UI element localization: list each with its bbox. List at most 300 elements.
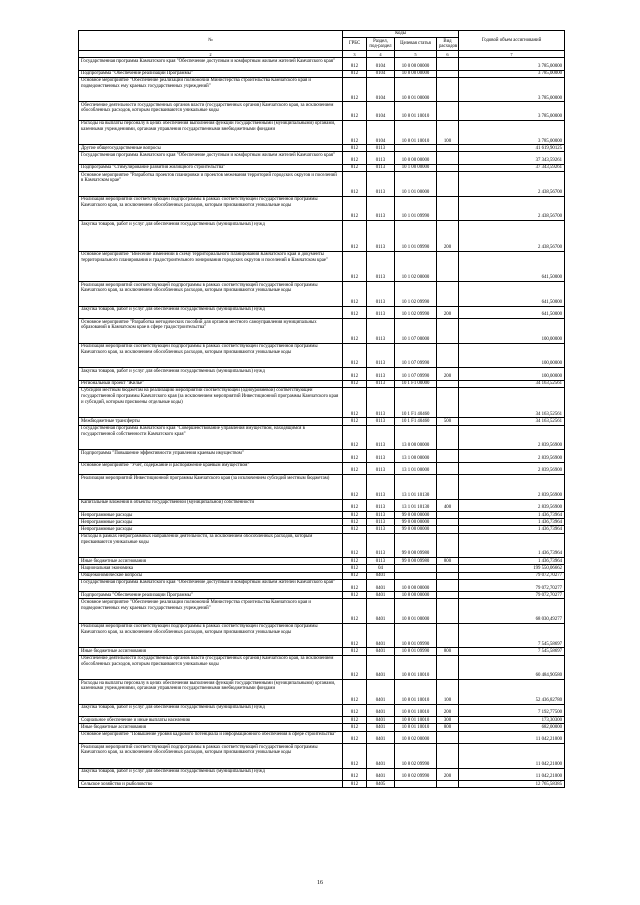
table-row: [79, 282, 565, 307]
row-name: Государственная программа Камчатского края "Совершенствование управления имуществом, находящимся в государственной собственности Камчатского края": [79, 425, 343, 450]
row-grbs: 812: [343, 717, 367, 724]
row-amount: 682,00000: [459, 724, 565, 731]
row-expense-type: [437, 145, 459, 152]
row-expense-type: [437, 164, 459, 171]
row-expense-type: [437, 425, 459, 450]
table-row: [79, 343, 565, 368]
row-razdel: 0113: [367, 221, 395, 252]
row-amount: 2 438,56700: [459, 196, 565, 221]
row-grbs: 812: [343, 164, 367, 171]
table-row: [79, 462, 565, 475]
row-name: Обеспечение деятельности государственных органов власти (государственных органов) Камчатского края, за исключением обособленных расходов, которым присваиваются уникальные коды: [79, 102, 343, 121]
row-expense-type: [437, 70, 459, 77]
row-grbs: 812: [343, 282, 367, 307]
row-amount: 100,00000: [459, 368, 565, 381]
row-target-article: 10 8 00 00000: [395, 70, 437, 77]
table-row: [79, 526, 565, 533]
row-name: Основное мероприятие "Разработка проектов планировки и проектов межевания территорий городских округов и поселений в Камчатском крае": [79, 172, 343, 197]
row-razdel: 0401: [367, 768, 395, 781]
row-name: Реализация мероприятий соответствующей подпрограммы в рамках соответствующей государственной программы Камчатского края, за исключением обособленных расходов, которым присваиваются уникальные коды: [79, 744, 343, 769]
table-row: [79, 319, 565, 344]
row-razdel: 0113: [367, 196, 395, 221]
row-expense-type: [437, 781, 459, 788]
row-expense-type: [437, 387, 459, 418]
row-amount: 2 438,56700: [459, 172, 565, 197]
row-name: Непрограммные расходы: [79, 512, 343, 519]
row-grbs: 812: [343, 724, 367, 731]
row-razdel: 0401: [367, 623, 395, 648]
row-amount: 100,00000: [459, 319, 565, 344]
row-target-article: 99 0 00 00000: [395, 512, 437, 519]
row-name: Иные бюджетные ассигнования: [79, 558, 343, 565]
row-grbs: 812: [343, 533, 367, 558]
row-amount: 34 163,52561: [459, 387, 565, 418]
row-grbs: 812: [343, 519, 367, 526]
row-amount: 1 436,73964: [459, 526, 565, 533]
row-razdel: 0113: [367, 526, 395, 533]
row-amount: 7 545,58697: [459, 623, 565, 648]
row-target-article: 10 1 00 00000: [395, 164, 437, 171]
row-expense-type: 800: [437, 724, 459, 731]
row-name: Закупка товаров, работ и услуг для обеспечения государственных (муниципальных) нужд: [79, 368, 343, 381]
row-grbs: 812: [343, 475, 367, 500]
row-grbs: 812: [343, 368, 367, 381]
table-row: [79, 572, 565, 579]
row-amount: 79 072,70277: [459, 572, 565, 579]
header-csr: Целевая статья: [395, 38, 437, 51]
row-target-article: 10 8 01 00000: [395, 599, 437, 624]
table-row: [79, 418, 565, 425]
row-name: Закупка товаров, работ и услуг для обеспечения государственных (муниципальных) нужд: [79, 704, 343, 717]
table-row: [79, 655, 565, 680]
row-grbs: 812: [343, 306, 367, 319]
row-grbs: 812: [343, 196, 367, 221]
table-row: [79, 579, 565, 592]
row-expense-type: 300: [437, 717, 459, 724]
row-amount: 100,00000: [459, 343, 565, 368]
row-razdel: 0104: [367, 77, 395, 102]
row-expense-type: [437, 343, 459, 368]
row-grbs: 812: [343, 120, 367, 145]
row-razdel: 0104: [367, 70, 395, 77]
row-amount: 3 785,00000: [459, 120, 565, 145]
row-razdel: 0113: [367, 343, 395, 368]
row-grbs: 812: [343, 558, 367, 565]
header-vr: Вид расходов: [437, 38, 459, 51]
row-grbs: 812: [343, 655, 367, 680]
row-name: Другие общегосударственные вопросы: [79, 145, 343, 152]
row-grbs: 812: [343, 102, 367, 121]
row-razdel: 0113: [367, 368, 395, 381]
row-razdel: 0113: [367, 462, 395, 475]
document-page: [78, 30, 564, 788]
row-target-article: 10 1 07 09990: [395, 343, 437, 368]
row-target-article: 10 1 01 00000: [395, 172, 437, 197]
row-target-article: 10 0 00 00000: [395, 58, 437, 71]
row-expense-type: [437, 475, 459, 500]
table-row: [79, 592, 565, 599]
row-expense-type: [437, 599, 459, 624]
row-razdel: 0104: [367, 102, 395, 121]
row-name: Закупка товаров, работ и услуг для обеспечения государственных (муниципальных) нужд: [79, 306, 343, 319]
row-razdel: 0405: [367, 781, 395, 788]
row-amount: 52 436,82780: [459, 680, 565, 705]
row-razdel: 0113: [367, 387, 395, 418]
row-razdel: 0113: [367, 145, 395, 152]
table-row: [79, 648, 565, 655]
row-amount: 11 042,21000: [459, 768, 565, 781]
row-target-article: 99 0 00 00000: [395, 519, 437, 526]
row-amount: 79 072,70277: [459, 592, 565, 599]
row-expense-type: [437, 655, 459, 680]
row-grbs: 812: [343, 579, 367, 592]
row-expense-type: [437, 533, 459, 558]
column-index: 3: [343, 51, 367, 58]
header-codes: Коды: [343, 31, 459, 38]
row-razdel: 0113: [367, 512, 395, 519]
row-grbs: 812: [343, 221, 367, 252]
row-grbs: 812: [343, 58, 367, 71]
row-expense-type: [437, 519, 459, 526]
row-name: Субсидии местным бюджетам на реализацию мероприятий соответствующей (одноуровневой) соответствующей государственной программы Камчатского края (за исключением мероприятий Инвестиционной программы Камчатского края и субсидий, которым присвоены отдельные коды): [79, 387, 343, 418]
table-row: [79, 558, 565, 565]
table-row: [79, 519, 565, 526]
table-row: [79, 102, 565, 121]
table-row: [79, 724, 565, 731]
row-amount: 3 785,00000: [459, 77, 565, 102]
row-amount: 173,30300: [459, 717, 565, 724]
row-target-article: 10 8 01 10010: [395, 717, 437, 724]
row-name: Общеэкономические вопросы: [79, 572, 343, 579]
row-razdel: 0113: [367, 319, 395, 344]
row-amount: 1 436,73964: [459, 519, 565, 526]
row-name: Национальная экономика: [79, 565, 343, 572]
table-row: [79, 623, 565, 648]
row-grbs: 812: [343, 251, 367, 282]
row-target-article: 10 1 02 00000: [395, 251, 437, 282]
row-target-article: 13 1 00 00000: [395, 450, 437, 463]
row-name: Основное мероприятие "Учет, содержание и распоряжение краевым имуществом": [79, 462, 343, 475]
row-target-article: 10 8 01 10010: [395, 724, 437, 731]
row-name: Непрограммные расходы: [79, 519, 343, 526]
row-razdel: 0401: [367, 592, 395, 599]
row-grbs: 812: [343, 781, 367, 788]
row-grbs: 812: [343, 152, 367, 165]
table-row: [79, 380, 565, 387]
row-expense-type: [437, 251, 459, 282]
row-amount: 41 619,90125: [459, 145, 565, 152]
row-razdel: 0113: [367, 533, 395, 558]
table-row: [79, 164, 565, 171]
header-number: №: [79, 31, 343, 51]
row-razdel: 0113: [367, 251, 395, 282]
row-amount: 3 785,00000: [459, 70, 565, 77]
row-amount: 641,50000: [459, 306, 565, 319]
row-razdel: 0113: [367, 499, 395, 512]
row-razdel: 0113: [367, 519, 395, 526]
row-razdel: 0113: [367, 425, 395, 450]
column-index: 5: [395, 51, 437, 58]
row-name: Государственная программа Камчатского края "Обеспечение доступным и комфортным жильем жителей Камчатского края": [79, 579, 343, 592]
row-target-article: 10 1 07 09990: [395, 368, 437, 381]
row-target-article: 10 8 01 00000: [395, 77, 437, 102]
table-row: [79, 251, 565, 282]
header-razdel: Раздел, под-раздел: [367, 38, 395, 51]
row-amount: 34 163,52561: [459, 418, 565, 425]
row-amount: 12 765,58385: [459, 781, 565, 788]
budget-table: [78, 30, 565, 788]
row-name: Закупка товаров, работ и услуг для обеспечения государственных (муниципальных) нужд: [79, 768, 343, 781]
row-target-article: 13 1 01 00000: [395, 462, 437, 475]
row-name: Основное мероприятие "Обеспечение реализации полномочий Министерства строительства Камчатского края и подведомственных ему краевых государственных учреждений": [79, 77, 343, 102]
row-name: Государственная программа Камчатского края "Обеспечение доступным и комфортным жильем жителей Камчатского края": [79, 152, 343, 165]
table-row: [79, 221, 565, 252]
row-name: Закупка товаров, работ и услуг для обеспечения государственных (муниципальных) нужд: [79, 221, 343, 252]
row-target-article: 10 1 07 00000: [395, 319, 437, 344]
row-grbs: 812: [343, 145, 367, 152]
row-razdel: 0401: [367, 572, 395, 579]
row-grbs: 812: [343, 70, 367, 77]
row-name: Расходы в рамках непрограммных направлений деятельности, за исключением обособленных расходов, которым присваиваются уникальные коды: [79, 533, 343, 558]
row-target-article: 10 8 02 09990: [395, 768, 437, 781]
row-razdel: 0104: [367, 120, 395, 145]
row-name: Реализация мероприятий Инвестиционной программы Камчатского края (за исключением субсидий местным бюджетам): [79, 475, 343, 500]
row-razdel: 0401: [367, 744, 395, 769]
row-grbs: 812: [343, 425, 367, 450]
table-row: [79, 499, 565, 512]
row-name: Непрограммные расходы: [79, 526, 343, 533]
row-expense-type: [437, 102, 459, 121]
row-grbs: 812: [343, 744, 367, 769]
row-amount: 199 550,06662: [459, 565, 565, 572]
row-razdel: 0113: [367, 418, 395, 425]
row-target-article: 10 8 01 10010: [395, 704, 437, 717]
row-amount: 2 839,56900: [459, 462, 565, 475]
row-expense-type: [437, 572, 459, 579]
table-row: [79, 475, 565, 500]
row-grbs: 812: [343, 680, 367, 705]
column-index: 7: [459, 51, 565, 58]
row-expense-type: [437, 319, 459, 344]
row-amount: 37 343,59261: [459, 152, 565, 165]
row-razdel: 0113: [367, 380, 395, 387]
row-target-article: 10 1 02 09990: [395, 306, 437, 319]
row-razdel: 0401: [367, 655, 395, 680]
row-grbs: 812: [343, 592, 367, 599]
row-name: Обеспечение деятельности государственных органов власти (государственных органов) Камчатского края, за исключением обособленных расходов, которым присваиваются уникальные коды: [79, 655, 343, 680]
row-name: Основное мероприятие "Разработка методических пособий для органов местного самоуправления муниципальных образований в Камчатском крае в сфере градостроительства": [79, 319, 343, 344]
row-target-article: [395, 145, 437, 152]
row-expense-type: 100: [437, 680, 459, 705]
row-grbs: 812: [343, 731, 367, 744]
row-grbs: 812: [343, 648, 367, 655]
row-expense-type: 100: [437, 120, 459, 145]
row-amount: 79 072,70277: [459, 579, 565, 592]
row-target-article: 10 8 01 09990: [395, 648, 437, 655]
row-amount: 3 785,00000: [459, 58, 565, 71]
table-row: [79, 450, 565, 463]
row-name: Основное мероприятие "Внесение изменений в схему территориального планирования Камчатского края и документы территориального планирования и градостроительного зонирования городских округов и поселений в Камчатском крае": [79, 251, 343, 282]
row-grbs: 812: [343, 172, 367, 197]
row-target-article: 10 1 01 09990: [395, 221, 437, 252]
row-target-article: 10 8 02 09990: [395, 744, 437, 769]
row-amount: 7 192,77500: [459, 704, 565, 717]
row-expense-type: [437, 380, 459, 387]
table-row: [79, 77, 565, 102]
row-expense-type: 800: [437, 648, 459, 655]
row-grbs: 812: [343, 380, 367, 387]
row-expense-type: 500: [437, 418, 459, 425]
row-razdel: 0401: [367, 579, 395, 592]
row-expense-type: [437, 58, 459, 71]
table-row: [79, 565, 565, 572]
row-name: Государственная программа Камчатского края "Обеспечение доступным и комфортным жильем жителей Камчатского края": [79, 58, 343, 71]
row-expense-type: 800: [437, 558, 459, 565]
row-name: Реализация мероприятий соответствующей подпрограммы в рамках соответствующей государственной программы Камчатского края, за исключением обособленных расходов, которым присваиваются уникальные коды: [79, 623, 343, 648]
row-name: Реализация мероприятий соответствующей подпрограммы в рамках соответствующей государственной программы Камчатского края, за исключением обособленных расходов, которым присваиваются уникальные коды: [79, 282, 343, 307]
table-row: [79, 599, 565, 624]
row-amount: 641,50000: [459, 282, 565, 307]
row-razdel: 0113: [367, 450, 395, 463]
row-expense-type: 200: [437, 704, 459, 717]
row-expense-type: [437, 592, 459, 599]
row-name: Капитальные вложения в объекты государственной (муниципальной) собственности: [79, 499, 343, 512]
row-amount: 1 436,73964: [459, 512, 565, 519]
row-razdel: 0401: [367, 717, 395, 724]
column-index: 2: [79, 51, 343, 58]
row-expense-type: 400: [437, 499, 459, 512]
row-target-article: [395, 781, 437, 788]
row-expense-type: [437, 172, 459, 197]
row-grbs: 812: [343, 499, 367, 512]
table-row: [79, 368, 565, 381]
row-target-article: [395, 565, 437, 572]
row-razdel: 0401: [367, 599, 395, 624]
table-row: [79, 744, 565, 769]
row-expense-type: [437, 565, 459, 572]
row-razdel: 0113: [367, 164, 395, 171]
row-grbs: 812: [343, 512, 367, 519]
row-target-article: [395, 572, 437, 579]
row-target-article: 99 0 00 09980: [395, 558, 437, 565]
row-expense-type: [437, 731, 459, 744]
row-amount: 11 042,21000: [459, 744, 565, 769]
row-razdel: 0104: [367, 58, 395, 71]
row-grbs: 812: [343, 387, 367, 418]
row-expense-type: 200: [437, 368, 459, 381]
row-name: Подпрограмма "Стимулирование развития жилищного строительства": [79, 164, 343, 171]
row-target-article: 10 1 F1 00000: [395, 380, 437, 387]
table-row: [79, 680, 565, 705]
row-grbs: 812: [343, 623, 367, 648]
row-grbs: 812: [343, 572, 367, 579]
row-expense-type: [437, 744, 459, 769]
row-expense-type: 200: [437, 768, 459, 781]
table-row: [79, 731, 565, 744]
row-expense-type: [437, 450, 459, 463]
row-target-article: 10 8 01 10010: [395, 102, 437, 121]
row-amount: 2 839,56900: [459, 499, 565, 512]
row-expense-type: 200: [437, 221, 459, 252]
row-expense-type: [437, 512, 459, 519]
row-name: Подпрограмма "Обеспечение реализации Программы": [79, 592, 343, 599]
table-row: [79, 704, 565, 717]
row-target-article: 10 8 02 00000: [395, 731, 437, 744]
row-name: Подпрограмма "Повышение эффективности управления краевым имуществом": [79, 450, 343, 463]
table-row: [79, 306, 565, 319]
table-row: [79, 512, 565, 519]
row-target-article: 13 1 01 10130: [395, 475, 437, 500]
table-row: [79, 781, 565, 788]
row-grbs: 812: [343, 319, 367, 344]
row-name: Реализация мероприятий соответствующей подпрограммы в рамках соответствующей государственной программы Камчатского края, за исключением обособленных расходов, которым присваиваются уникальные коды: [79, 196, 343, 221]
row-name: Расходы на выплаты персоналу в целях обеспечения выполнения функций государственными (муниципальными) органами, казенными учреждениями, органами управления государственными внебюджетными фондами: [79, 680, 343, 705]
table-row: [79, 533, 565, 558]
row-expense-type: 200: [437, 306, 459, 319]
row-name: Межбюджетные трансферты: [79, 418, 343, 425]
row-grbs: 812: [343, 462, 367, 475]
table-row: [79, 717, 565, 724]
row-amount: 1 436,73964: [459, 533, 565, 558]
row-amount: 37 343,59261: [459, 164, 565, 171]
row-razdel: 0401: [367, 680, 395, 705]
row-razdel: 0401: [367, 648, 395, 655]
row-target-article: 13 0 00 00000: [395, 425, 437, 450]
table-row: [79, 58, 565, 71]
row-target-article: 10 1 F1 40460: [395, 418, 437, 425]
row-grbs: 812: [343, 77, 367, 102]
row-amount: 2 839,56900: [459, 425, 565, 450]
row-name: Иные бюджетные ассигнования: [79, 724, 343, 731]
row-expense-type: [437, 526, 459, 533]
row-target-article: 10 8 01 10010: [395, 120, 437, 145]
row-amount: 34 163,52561: [459, 380, 565, 387]
table-row: [79, 768, 565, 781]
row-target-article: 10 8 01 09990: [395, 623, 437, 648]
row-name: Сельское хозяйство и рыболовство: [79, 781, 343, 788]
table-row: [79, 425, 565, 450]
row-amount: 2 438,56700: [459, 221, 565, 252]
row-name: Региональный проект "Жилье": [79, 380, 343, 387]
row-grbs: 812: [343, 450, 367, 463]
row-razdel: 0113: [367, 282, 395, 307]
row-amount: 641,50000: [459, 251, 565, 282]
row-razdel: 0113: [367, 306, 395, 319]
row-target-article: 10 8 01 10010: [395, 655, 437, 680]
table-row: [79, 387, 565, 418]
column-index: 6: [437, 51, 459, 58]
row-grbs: 812: [343, 768, 367, 781]
row-expense-type: [437, 462, 459, 475]
row-amount: 3 785,00000: [459, 102, 565, 121]
row-grbs: 812: [343, 565, 367, 572]
row-target-article: 10 0 00 00000: [395, 579, 437, 592]
row-name: Расходы на выплаты персоналу в целях обеспечения выполнения функций государственными (муниципальными) органами, казенными учреждениями, органами управления государственными внебюджетными фондами: [79, 120, 343, 145]
row-amount: 1 436,73964: [459, 558, 565, 565]
row-target-article: 10 1 02 09990: [395, 282, 437, 307]
row-target-article: 10 1 F1 40460: [395, 387, 437, 418]
table-row: [79, 196, 565, 221]
table-row: [79, 120, 565, 145]
row-grbs: 812: [343, 526, 367, 533]
row-name: Реализация мероприятий соответствующей подпрограммы в рамках соответствующей государственной программы Камчатского края, за исключением обособленных расходов, которым присваиваются уникальные коды: [79, 343, 343, 368]
row-razdel: 0401: [367, 731, 395, 744]
row-target-article: 99 0 00 00000: [395, 526, 437, 533]
row-target-article: 10 1 01 09990: [395, 196, 437, 221]
header-grbs: ГРБС: [343, 38, 367, 51]
row-name: Основное мероприятие "Повышение уровня кадрового потенциала и информационного обеспечения в сфере строительства": [79, 731, 343, 744]
row-target-article: 10 8 00 00000: [395, 592, 437, 599]
